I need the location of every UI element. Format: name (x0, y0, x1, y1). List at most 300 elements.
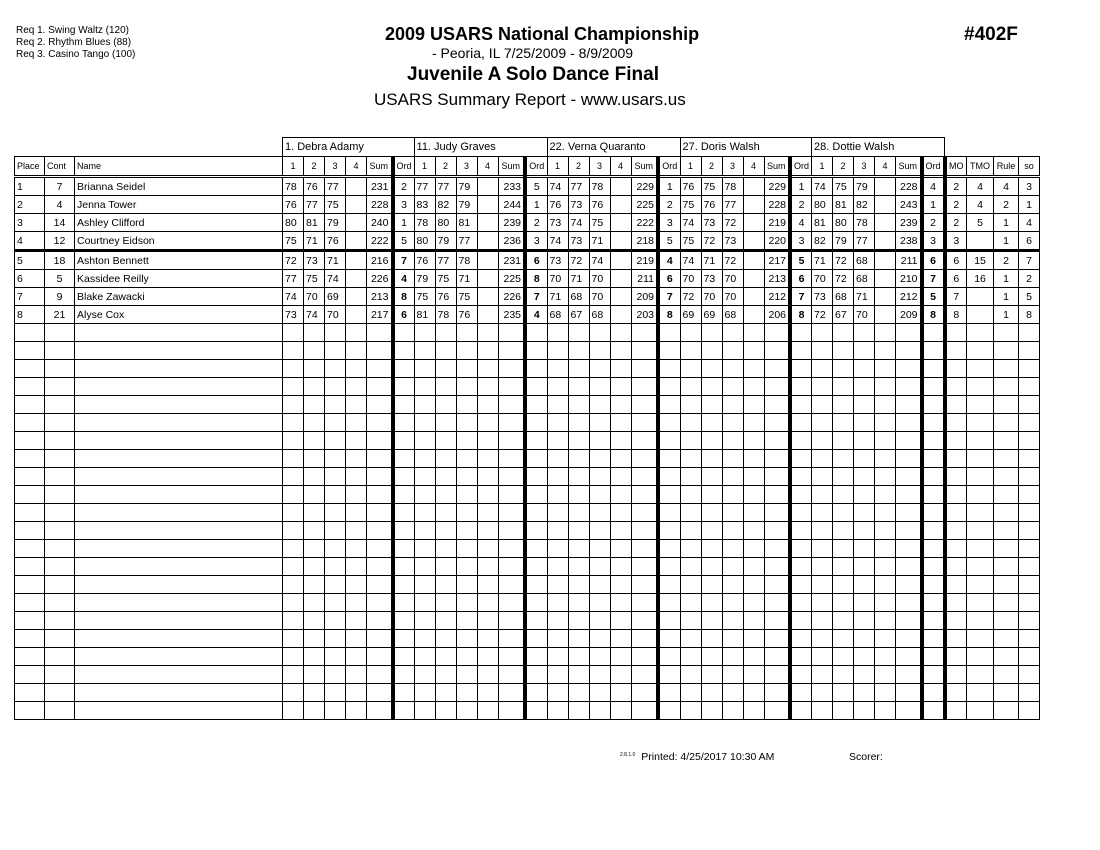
empty-cell (658, 702, 680, 720)
empty-cell (456, 450, 477, 468)
empty-cell (764, 612, 790, 630)
empty-cell (283, 504, 304, 522)
empty-cell (790, 648, 812, 666)
ord-cell: 1 (393, 214, 415, 232)
empty-cell (525, 342, 547, 360)
empty-cell (435, 504, 456, 522)
empty-cell (304, 432, 325, 450)
empty-cell (854, 576, 875, 594)
so-cell: 5 (1019, 288, 1040, 306)
empty-cell (701, 684, 722, 702)
empty-cell (945, 702, 967, 720)
ord-cell: 7 (525, 288, 547, 306)
empty-cell (631, 684, 658, 702)
score-cell: 78 (722, 177, 743, 196)
empty-cell (722, 576, 743, 594)
empty-cell (610, 666, 631, 684)
sum-cell: 211 (631, 270, 658, 288)
ord-cell: 6 (525, 251, 547, 270)
empty-cell (875, 432, 896, 450)
sum-cell: 210 (896, 270, 922, 288)
score-cell (346, 288, 367, 306)
empty-cell (414, 648, 435, 666)
column-header-cont: Cont (45, 157, 75, 177)
score-cell: 83 (414, 196, 435, 214)
empty-cell (722, 612, 743, 630)
empty-cell (346, 396, 367, 414)
empty-cell (764, 594, 790, 612)
empty-cell (568, 684, 589, 702)
so-cell: 1 (1019, 196, 1040, 214)
empty-cell (15, 486, 45, 504)
score-cell: 70 (589, 270, 610, 288)
empty-cell (45, 540, 75, 558)
empty-cell (325, 504, 346, 522)
empty-cell (743, 540, 764, 558)
empty-cell (393, 432, 415, 450)
empty-cell (367, 702, 393, 720)
empty-cell (75, 612, 283, 630)
empty-cell (283, 630, 304, 648)
empty-cell (547, 432, 568, 450)
empty-cell (896, 450, 922, 468)
cont-cell: 21 (45, 306, 75, 324)
score-cell (875, 288, 896, 306)
empty-cell (896, 666, 922, 684)
empty-cell (498, 360, 525, 378)
empty-cell (764, 360, 790, 378)
empty-cell (75, 594, 283, 612)
empty-cell (922, 630, 945, 648)
empty-cell (854, 342, 875, 360)
empty-cell (722, 666, 743, 684)
empty-cell (367, 522, 393, 540)
score-cell: 77 (854, 232, 875, 251)
empty-cell (833, 396, 854, 414)
table-row (15, 232, 1040, 251)
empty-cell (994, 522, 1019, 540)
empty-cell (304, 576, 325, 594)
empty-cell (680, 360, 701, 378)
empty-cell (658, 360, 680, 378)
empty-cell (722, 468, 743, 486)
score-cell (743, 270, 764, 288)
empty-cell (967, 468, 994, 486)
so-cell: 8 (1019, 306, 1040, 324)
requirement-3: Req 3. Casino Tango (100) (16, 49, 136, 60)
empty-cell (833, 414, 854, 432)
score-cell: 71 (812, 251, 833, 270)
empty-cell (945, 522, 967, 540)
rule-cell: 1 (994, 288, 1019, 306)
empty-cell (994, 396, 1019, 414)
score-cell: 75 (283, 232, 304, 251)
empty-cell (45, 558, 75, 576)
column-header-score-2: 2 (833, 157, 854, 177)
empty-cell (743, 360, 764, 378)
empty-cell (875, 648, 896, 666)
score-cell: 79 (854, 177, 875, 196)
score-cell: 77 (325, 177, 346, 196)
empty-cell (994, 540, 1019, 558)
score-cell: 72 (722, 214, 743, 232)
sum-cell: 243 (896, 196, 922, 214)
empty-row (15, 684, 1040, 702)
empty-cell (589, 702, 610, 720)
empty-cell (833, 648, 854, 666)
empty-cell (896, 324, 922, 342)
sum-cell: 244 (498, 196, 525, 214)
empty-cell (456, 594, 477, 612)
empty-cell (833, 540, 854, 558)
empty-cell (498, 504, 525, 522)
empty-cell (45, 504, 75, 522)
sum-cell: 222 (631, 214, 658, 232)
empty-cell (325, 684, 346, 702)
empty-cell (701, 360, 722, 378)
empty-cell (456, 612, 477, 630)
column-header-score-3: 3 (456, 157, 477, 177)
score-cell: 74 (568, 214, 589, 232)
score-cell: 80 (435, 214, 456, 232)
place-cell: 3 (15, 214, 45, 232)
empty-cell (764, 378, 790, 396)
footer-printed (620, 751, 774, 763)
tmo-cell: 4 (967, 196, 994, 214)
empty-cell (631, 396, 658, 414)
empty-cell (854, 324, 875, 342)
empty-cell (525, 450, 547, 468)
empty-cell (547, 504, 568, 522)
empty-cell (833, 504, 854, 522)
empty-cell (896, 342, 922, 360)
empty-cell (610, 396, 631, 414)
empty-cell (45, 414, 75, 432)
empty-cell (945, 396, 967, 414)
rule-cell: 1 (994, 232, 1019, 251)
empty-cell (393, 522, 415, 540)
empty-row (15, 450, 1040, 468)
empty-cell (547, 612, 568, 630)
empty-cell (367, 378, 393, 396)
empty-cell (283, 414, 304, 432)
score-cell: 77 (414, 177, 435, 196)
empty-cell (743, 504, 764, 522)
empty-cell (994, 576, 1019, 594)
empty-cell (15, 342, 45, 360)
empty-cell (922, 450, 945, 468)
score-cell: 70 (812, 270, 833, 288)
empty-cell (812, 630, 833, 648)
empty-cell (1019, 612, 1040, 630)
score-cell: 75 (589, 214, 610, 232)
empty-cell (658, 396, 680, 414)
empty-cell (568, 540, 589, 558)
empty-cell (498, 666, 525, 684)
empty-cell (790, 666, 812, 684)
empty-cell (812, 324, 833, 342)
ord-cell: 3 (393, 196, 415, 214)
empty-cell (994, 324, 1019, 342)
empty-cell (456, 504, 477, 522)
empty-cell (631, 378, 658, 396)
score-cell: 68 (854, 251, 875, 270)
score-cell: 79 (456, 177, 477, 196)
tmo-cell: 16 (967, 270, 994, 288)
score-cell (743, 177, 764, 196)
empty-cell (994, 504, 1019, 522)
sum-cell: 231 (367, 177, 393, 196)
score-cell: 73 (701, 214, 722, 232)
empty-cell (854, 702, 875, 720)
empty-cell (325, 414, 346, 432)
empty-cell (680, 450, 701, 468)
tmo-cell: 4 (967, 177, 994, 196)
empty-cell (875, 612, 896, 630)
empty-cell (325, 666, 346, 684)
cont-cell: 4 (45, 196, 75, 214)
score-cell (477, 251, 498, 270)
empty-cell (854, 612, 875, 630)
score-cell (875, 306, 896, 324)
empty-cell (833, 684, 854, 702)
empty-cell (304, 486, 325, 504)
empty-cell (589, 324, 610, 342)
sum-cell: 240 (367, 214, 393, 232)
empty-cell (722, 324, 743, 342)
empty-cell (367, 486, 393, 504)
empty-cell (658, 468, 680, 486)
ord-cell: 1 (658, 177, 680, 196)
empty-row (15, 378, 1040, 396)
empty-cell (525, 432, 547, 450)
empty-cell (393, 702, 415, 720)
empty-cell (722, 504, 743, 522)
empty-cell (367, 450, 393, 468)
empty-cell (414, 324, 435, 342)
empty-cell (477, 414, 498, 432)
empty-cell (45, 342, 75, 360)
score-cell: 67 (568, 306, 589, 324)
empty-cell (833, 342, 854, 360)
empty-cell (435, 432, 456, 450)
empty-cell (722, 378, 743, 396)
empty-row (15, 666, 1040, 684)
empty-cell (15, 360, 45, 378)
empty-cell (346, 432, 367, 450)
score-cell: 79 (435, 232, 456, 251)
empty-cell (994, 432, 1019, 450)
empty-cell (854, 468, 875, 486)
empty-cell (367, 360, 393, 378)
empty-cell (568, 576, 589, 594)
score-cell: 76 (456, 306, 477, 324)
empty-cell (435, 342, 456, 360)
column-header-score-3: 3 (722, 157, 743, 177)
empty-cell (967, 612, 994, 630)
empty-cell (304, 396, 325, 414)
empty-cell (922, 558, 945, 576)
empty-row (15, 324, 1040, 342)
ord-cell: 8 (922, 306, 945, 324)
score-cell (477, 214, 498, 232)
ord-cell: 6 (922, 251, 945, 270)
empty-cell (764, 666, 790, 684)
empty-cell (875, 450, 896, 468)
empty-cell (875, 558, 896, 576)
name-cell: Jenna Tower (75, 196, 283, 214)
empty-cell (498, 612, 525, 630)
empty-cell (875, 522, 896, 540)
empty-cell (414, 702, 435, 720)
empty-cell (525, 612, 547, 630)
empty-cell (414, 468, 435, 486)
empty-cell (456, 666, 477, 684)
empty-cell (15, 396, 45, 414)
empty-cell (945, 468, 967, 486)
empty-cell (393, 594, 415, 612)
column-header-mo: MO (945, 157, 967, 177)
empty-cell (833, 666, 854, 684)
score-cell: 78 (589, 177, 610, 196)
empty-cell (547, 468, 568, 486)
table-row (15, 214, 1040, 232)
empty-cell (680, 648, 701, 666)
empty-cell (435, 684, 456, 702)
empty-cell (896, 594, 922, 612)
sum-cell: 220 (764, 232, 790, 251)
empty-cell (304, 684, 325, 702)
empty-cell (15, 576, 45, 594)
empty-cell (75, 432, 283, 450)
score-cell: 76 (589, 196, 610, 214)
empty-cell (45, 378, 75, 396)
empty-row (15, 540, 1040, 558)
empty-cell (15, 702, 45, 720)
empty-cell (790, 558, 812, 576)
score-cell: 72 (833, 270, 854, 288)
empty-cell (367, 396, 393, 414)
empty-row (15, 342, 1040, 360)
empty-cell (631, 540, 658, 558)
sum-cell: 228 (896, 177, 922, 196)
score-cell (610, 306, 631, 324)
score-cell (743, 232, 764, 251)
empty-cell (393, 540, 415, 558)
empty-cell (75, 630, 283, 648)
empty-cell (743, 684, 764, 702)
empty-cell (393, 342, 415, 360)
empty-cell (477, 612, 498, 630)
empty-cell (304, 378, 325, 396)
empty-cell (896, 684, 922, 702)
score-cell: 77 (568, 177, 589, 196)
empty-cell (631, 558, 658, 576)
empty-cell (812, 396, 833, 414)
score-cell: 73 (304, 251, 325, 270)
empty-cell (610, 540, 631, 558)
score-cell: 78 (283, 177, 304, 196)
score-cell (875, 251, 896, 270)
empty-cell (922, 702, 945, 720)
empty-cell (589, 666, 610, 684)
empty-cell (346, 414, 367, 432)
score-cell: 78 (456, 251, 477, 270)
rule-cell: 1 (994, 306, 1019, 324)
empty-cell (346, 360, 367, 378)
empty-cell (701, 450, 722, 468)
empty-cell (701, 342, 722, 360)
score-cell: 73 (547, 251, 568, 270)
empty-cell (477, 396, 498, 414)
empty-cell (790, 540, 812, 558)
empty-cell (589, 558, 610, 576)
empty-cell (568, 702, 589, 720)
empty-cell (547, 702, 568, 720)
score-cell: 82 (812, 232, 833, 251)
empty-cell (568, 342, 589, 360)
so-cell: 7 (1019, 251, 1040, 270)
empty-cell (967, 666, 994, 684)
score-cell: 70 (304, 288, 325, 306)
score-cell: 77 (456, 232, 477, 251)
empty-cell (658, 432, 680, 450)
empty-cell (743, 378, 764, 396)
empty-cell (15, 594, 45, 612)
mo-cell: 7 (945, 288, 967, 306)
empty-cell (701, 558, 722, 576)
empty-cell (525, 684, 547, 702)
empty-cell (414, 684, 435, 702)
empty-cell (833, 468, 854, 486)
empty-cell (589, 504, 610, 522)
empty-cell (680, 414, 701, 432)
empty-cell (456, 432, 477, 450)
empty-cell (346, 342, 367, 360)
empty-cell (477, 342, 498, 360)
empty-cell (854, 540, 875, 558)
event-title: Juvenile A Solo Dance Final (407, 64, 659, 85)
score-cell (346, 306, 367, 324)
empty-cell (15, 504, 45, 522)
empty-cell (764, 414, 790, 432)
column-header-ord: Ord (790, 157, 812, 177)
empty-cell (325, 702, 346, 720)
empty-cell (547, 378, 568, 396)
sum-cell: 209 (896, 306, 922, 324)
empty-cell (435, 378, 456, 396)
empty-cell (498, 396, 525, 414)
empty-cell (812, 558, 833, 576)
tmo-cell: 15 (967, 251, 994, 270)
empty-cell (568, 432, 589, 450)
empty-cell (435, 486, 456, 504)
rule-cell: 1 (994, 270, 1019, 288)
empty-cell (325, 396, 346, 414)
empty-cell (15, 324, 45, 342)
empty-cell (325, 432, 346, 450)
empty-cell (435, 414, 456, 432)
empty-cell (722, 630, 743, 648)
rule-cell: 1 (994, 214, 1019, 232)
empty-cell (896, 522, 922, 540)
empty-cell (764, 630, 790, 648)
empty-cell (701, 576, 722, 594)
empty-cell (283, 576, 304, 594)
empty-cell (610, 648, 631, 666)
empty-cell (790, 630, 812, 648)
empty-cell (75, 360, 283, 378)
